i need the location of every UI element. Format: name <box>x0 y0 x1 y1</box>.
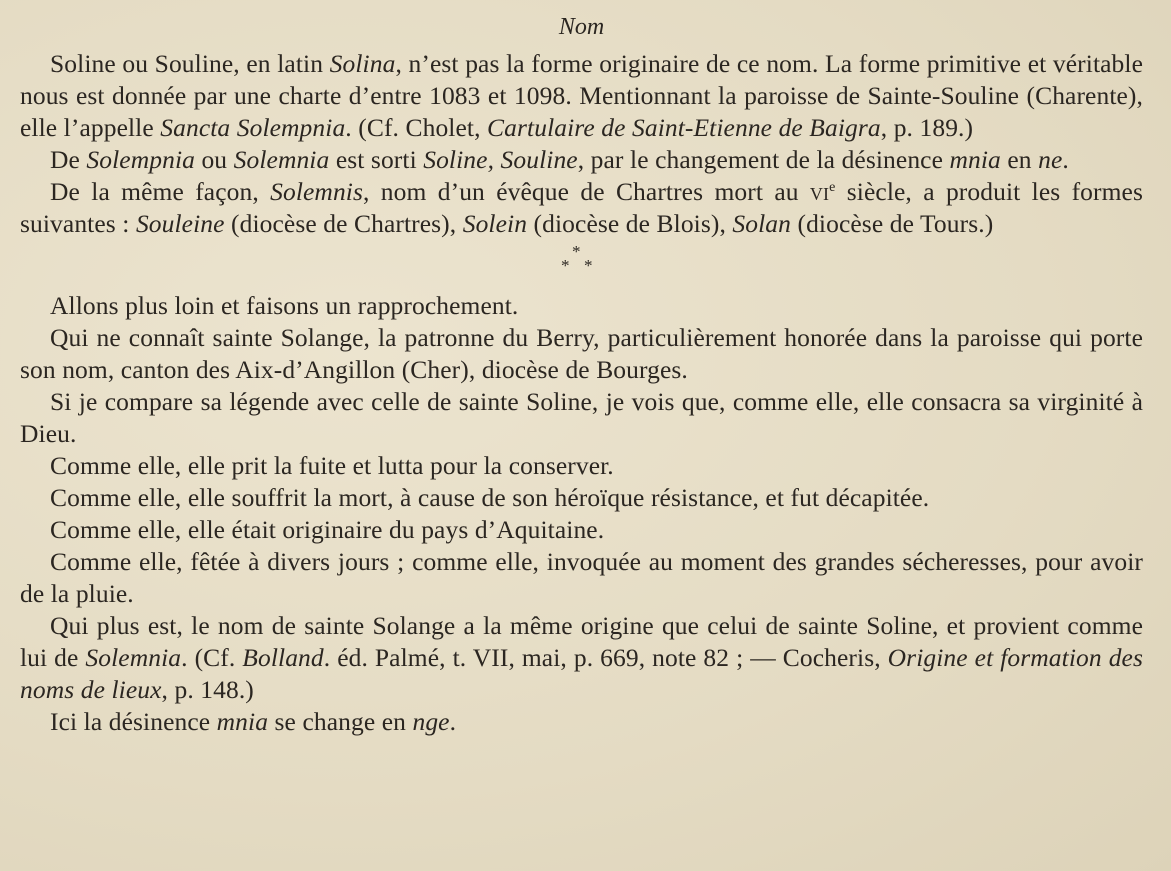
italic-term: ne <box>1038 145 1063 174</box>
text: (diocèse de Blois), <box>527 209 733 238</box>
italic-term: Solina <box>329 49 396 78</box>
paragraph-desinence <box>20 144 1143 176</box>
paragraph-solemnis <box>20 176 1143 240</box>
text: Qui plus est, le nom de sainte Solange a la même origine que celui de sainte Soline, et provient comme lui de <box>20 611 1143 672</box>
text: . (Cf. Cholet, <box>345 113 488 142</box>
text: . (Cf. <box>181 643 243 672</box>
italic-term: mnia <box>949 145 1001 174</box>
text: Ici la désinence <box>50 707 217 736</box>
text: (diocèse de Chartres), <box>224 209 463 238</box>
italic-term: mnia <box>216 707 269 736</box>
italic-term: Sancta Solempnia <box>160 113 346 142</box>
text: De <box>50 145 87 174</box>
text: , p. 148.) <box>161 675 254 704</box>
paragraph-meme-origine <box>20 610 1143 706</box>
paragraph-fuite: Comme elle, elle prit la fuite et lutta pour la conserver. <box>50 451 614 480</box>
asterism-separator <box>20 240 1143 290</box>
italic-term: Soline, Souline <box>423 145 578 174</box>
text: siècle, a produit les formes suivantes : <box>20 177 1143 238</box>
text: se change en <box>268 707 413 736</box>
paragraph-nge <box>20 706 1143 738</box>
paragraph-rapprochement: Allons plus loin et faisons un rapprochement. <box>50 291 519 320</box>
italic-term: Solemnis <box>270 177 364 206</box>
asterisk-icon: * <box>561 256 570 275</box>
italic-term: Souleine <box>135 209 225 238</box>
paragraph-mort: Comme elle, elle souffrit la mort, à cause de son héroïque résistance, et fut décapitée. <box>50 483 930 512</box>
text: . éd. Palmé, t. VII, mai, p. 669, note 82 ; — Cocheris, <box>323 643 888 672</box>
text: , p. 189.) <box>880 113 974 142</box>
section-heading: Nom <box>558 14 605 40</box>
text: ou <box>194 145 234 174</box>
paragraph-fetee: Comme elle, fêtée à divers jours ; comme elle, invoquée au moment des grandes sécheresses, pour avoir de la pluie. <box>20 547 1143 608</box>
text: (diocèse de Tours.) <box>791 209 994 238</box>
text: , n’est pas la forme originaire de ce nom. La forme primitive et véritable nous est donnée par une charte d’entre 1083 et 1098. Mentionnant la paroisse de Sainte-Souline (Charente), elle l’appelle <box>20 49 1144 142</box>
paragraph-aquitaine: Comme elle, elle était originaire du pays d’Aquitaine. <box>50 515 605 544</box>
text: , par le changement de la désinence <box>577 145 950 174</box>
text: Soline ou Souline, en latin <box>50 49 330 78</box>
italic-term: Solemnia <box>233 145 330 174</box>
text: en <box>1000 145 1039 174</box>
text: . <box>449 707 457 736</box>
italic-term: Solempnia <box>86 145 195 174</box>
paragraph-soline-origin <box>20 48 1143 144</box>
italic-term: nge <box>412 707 450 736</box>
paragraph-solange: Qui ne connaît sainte Solange, la patronne du Berry, particulièrement honorée dans la paroisse qui porte son nom, canton des Aix-d’Angillon (Cher), diocèse de Bourges. <box>20 323 1143 384</box>
book-title: Origine et formation des noms de lieux <box>20 643 1143 704</box>
text: est sorti <box>329 145 424 174</box>
asterisk-icon: * <box>584 256 593 275</box>
italic-term: Solemnia <box>85 643 182 672</box>
italic-term: Solein <box>462 209 528 238</box>
book-title: Bolland <box>242 643 324 672</box>
text: , nom d’un évêque de Chartres mort au <box>363 177 810 206</box>
century-numeral: vi <box>809 177 830 206</box>
paragraph-legende: Si je compare sa légende avec celle de sainte Soline, je vois que, comme elle, elle consacra sa virginité à Dieu. <box>20 387 1143 448</box>
century-superscript: e <box>829 180 836 195</box>
text: De la même façon, <box>50 177 271 206</box>
italic-term: Solan <box>732 209 792 238</box>
book-title: Cartulaire de Saint-Etienne de Baigra <box>487 113 881 142</box>
text: . <box>1062 145 1069 174</box>
asterisk-icon: * <box>572 242 581 261</box>
